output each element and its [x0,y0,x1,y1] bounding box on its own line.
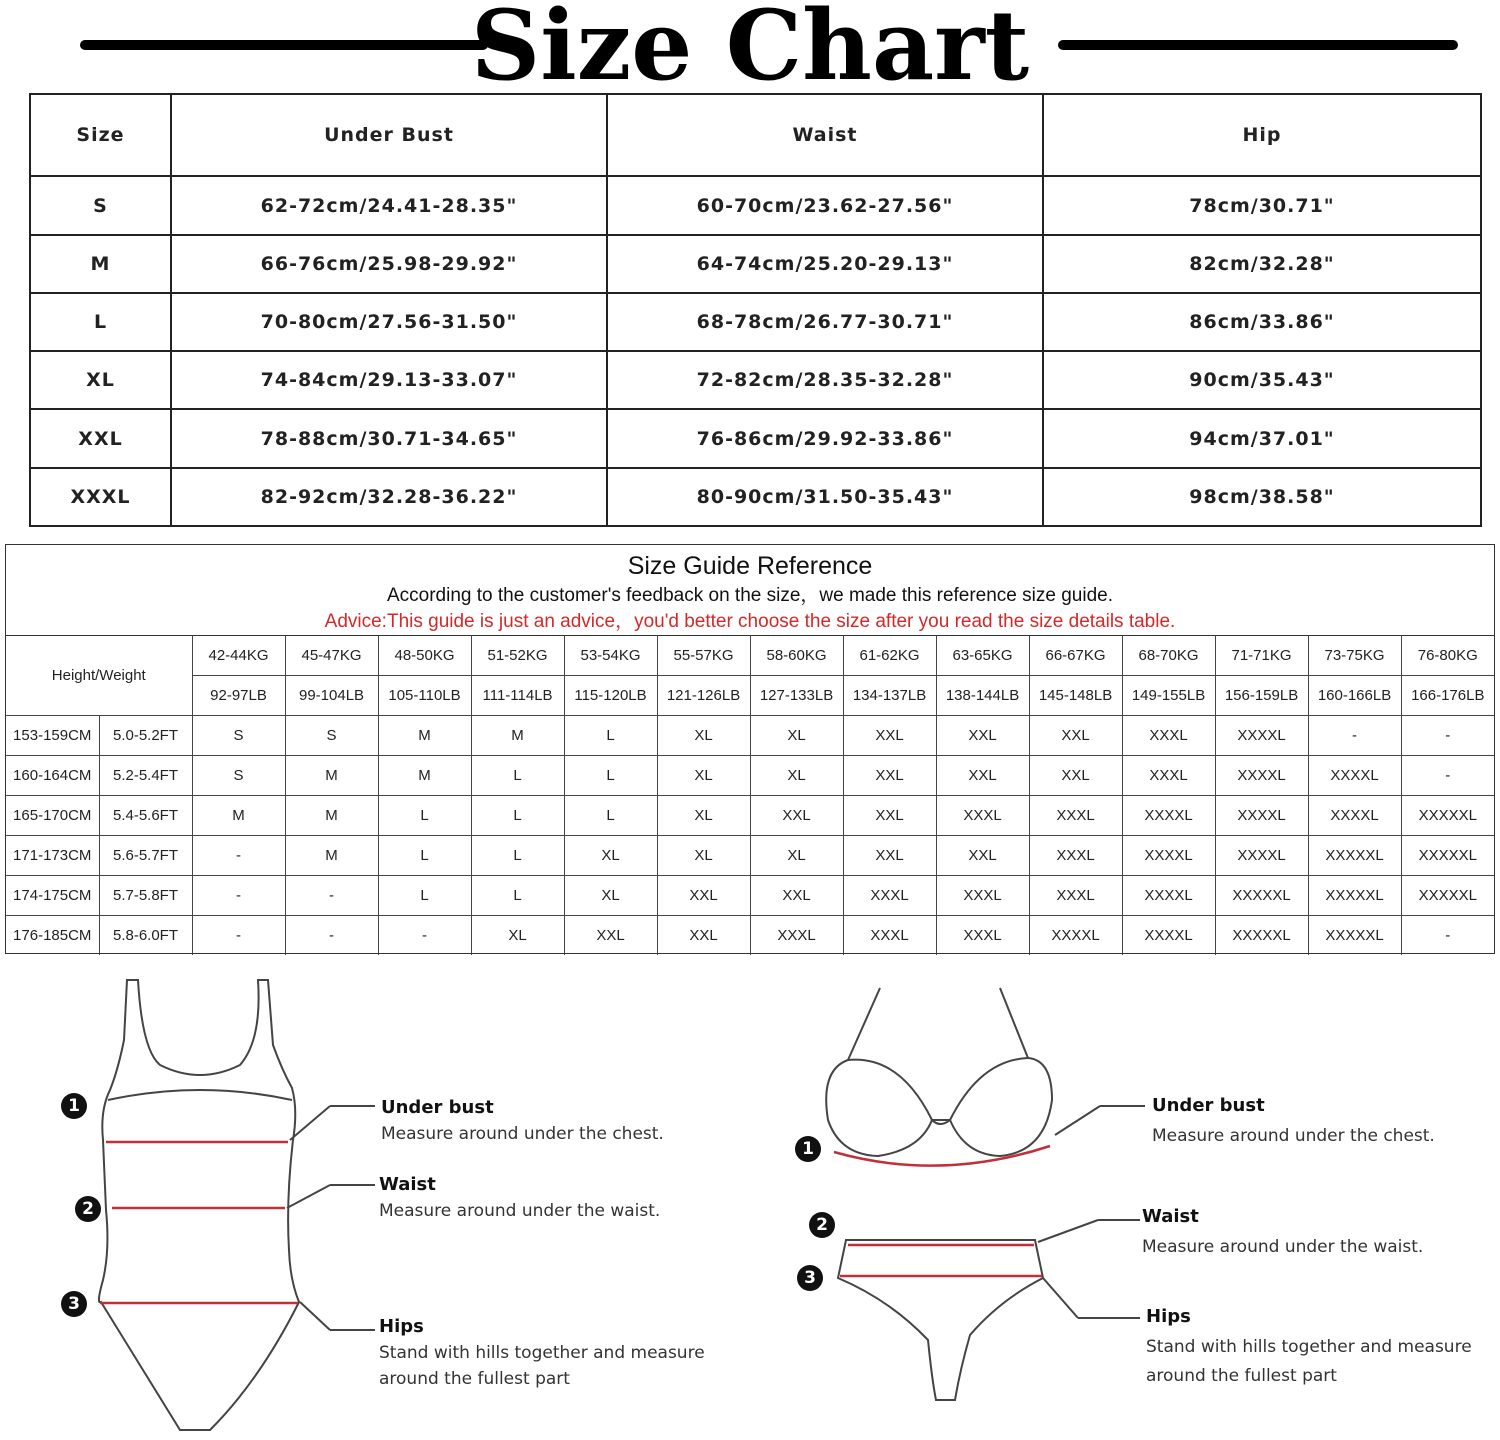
waist-cell: 80-90cm/31.50-35.43" [607,468,1043,526]
guide-weight-kg-row [6,636,1494,676]
size-cell: XXL [843,716,936,756]
weight-kg-header: 58-60KG [750,636,843,676]
size-cell: XXXL [843,876,936,916]
size-cell: - [192,836,285,876]
size-cell: XXL [657,916,750,956]
size-cell: XXL [936,836,1029,876]
weight-kg-header: 53-54KG [564,636,657,676]
under-bust-cell: 82-92cm/32.28-36.22" [171,468,607,526]
size-cell: XXXXL [1122,876,1215,916]
table-row [6,756,1494,796]
size-cell: XXL [936,756,1029,796]
height-cm-cell: 171-173CM [6,836,99,876]
under-bust-cell: 62-72cm/24.41-28.35" [171,176,607,234]
height-ft-cell: 5.0-5.2FT [99,716,192,756]
table-row [30,293,1481,351]
size-cell: XXL [30,409,171,467]
hips-desc-line1: Stand with hills together and measure [379,1343,705,1363]
hip-cell: 90cm/35.43" [1043,351,1481,409]
weight-lb-header: 156-159LB [1215,676,1308,716]
bikini-bottom-outline [838,1240,1043,1400]
weight-lb-header: 127-133LB [750,676,843,716]
size-cell: XXXXL [1215,716,1308,756]
title-rule-right [1058,40,1458,50]
size-cell: L [471,796,564,836]
table-row [6,876,1494,916]
waist-title: Waist [379,1174,436,1195]
size-cell: XXXXXL [1215,876,1308,916]
title-banner [0,0,1500,102]
weight-kg-header: 66-67KG [1029,636,1122,676]
weight-lb-header: 138-144LB [936,676,1029,716]
height-cm-cell: 176-185CM [6,916,99,956]
height-cm-cell: 174-175CM [6,876,99,916]
size-cell: L [564,756,657,796]
size-cell: XL [564,836,657,876]
guide-weight-lb-row [6,676,1494,716]
size-cell: XL [564,876,657,916]
weight-lb-header: 121-126LB [657,676,750,716]
size-cell: XXXXL [1215,796,1308,836]
size-cell: XXL [1029,716,1122,756]
waist-cell: 68-78cm/26.77-30.71" [607,293,1043,351]
guide-table [6,636,1494,955]
under-bust-cell: 74-84cm/29.13-33.07" [171,351,607,409]
size-cell: XXL [936,716,1029,756]
size-cell: XXXL [843,916,936,956]
size-cell: M [378,756,471,796]
size-cell: XXXXXL [1308,916,1401,956]
number-1-icon: 1 [61,1093,87,1119]
table-row [6,796,1494,836]
weight-kg-header: 73-75KG [1308,636,1401,676]
size-cell: XXXL [1122,716,1215,756]
number-3-icon: 3 [61,1291,87,1317]
under-bust-cell: 70-80cm/27.56-31.50" [171,293,607,351]
size-cell: - [285,876,378,916]
size-cell: XXL [750,876,843,916]
size-cell: XXXL [750,916,843,956]
size-cell: XXXL [1122,756,1215,796]
size-cell: XXL [843,796,936,836]
size-cell: S [30,176,171,234]
number-2-icon: 2 [75,1196,101,1222]
size-guide [5,544,1495,954]
waist-cell: 64-74cm/25.20-29.13" [607,235,1043,293]
size-cell: M [285,796,378,836]
size-cell: XXXL [936,876,1029,916]
size-cell: - [192,876,285,916]
size-cell: XL [30,351,171,409]
under-bust-title: Under bust [381,1097,494,1118]
size-cell: M [285,756,378,796]
weight-lb-header: 149-155LB [1122,676,1215,716]
size-cell: M [30,235,171,293]
size-cell: - [378,916,471,956]
weight-lb-header: 160-166LB [1308,676,1401,716]
size-cell: XL [657,716,750,756]
table-row [6,916,1494,956]
size-cell: XXXL [30,468,171,526]
size-cell: XXXXL [1308,756,1401,796]
size-cell: XXXXXL [1215,916,1308,956]
guide-advice: Advice:This guide is just an advice，you'd better choose the size after you read the size details table. [324,611,1176,632]
waist-cell: 76-86cm/29.92-33.86" [607,409,1043,467]
table-row [30,176,1481,234]
bikini-under-bust-title: Under bust [1152,1095,1265,1116]
header-hip: Hip [1043,94,1481,176]
size-cell: L [471,876,564,916]
under-bust-cell: 78-88cm/30.71-34.65" [171,409,607,467]
weight-kg-header: 45-47KG [285,636,378,676]
table-row [6,836,1494,876]
size-cell: XL [657,836,750,876]
table-row [30,351,1481,409]
page-title: Size Chart [470,0,1030,102]
size-cell: XXL [843,836,936,876]
weight-lb-header: 166-176LB [1401,676,1494,716]
bikini-under-bust-desc: Measure around under the chest. [1152,1126,1435,1146]
height-cm-cell: 160-164CM [6,756,99,796]
size-cell: S [192,716,285,756]
size-cell: XL [750,836,843,876]
weight-kg-header: 55-57KG [657,636,750,676]
size-cell: XXL [843,756,936,796]
bikini-hips-desc-line1: Stand with hills together and measure [1146,1337,1472,1357]
size-cell: XXXXL [1215,756,1308,796]
size-cell: XXL [1029,756,1122,796]
bikini-top-outline [826,988,1052,1156]
size-cell: XXXL [1029,796,1122,836]
weight-kg-header: 71-71KG [1215,636,1308,676]
size-cell: L [30,293,171,351]
size-cell: L [378,796,471,836]
size-cell: XXXXL [1122,836,1215,876]
hip-cell: 82cm/32.28" [1043,235,1481,293]
size-cell: L [378,836,471,876]
hip-cell: 86cm/33.86" [1043,293,1481,351]
bikini-waist-title: Waist [1142,1206,1199,1227]
size-cell: XXL [750,796,843,836]
size-cell: L [471,836,564,876]
waist-desc: Measure around under the waist. [379,1201,661,1221]
weight-lb-header: 145-148LB [1029,676,1122,716]
size-cell: M [378,716,471,756]
size-cell: XXXXL [1215,836,1308,876]
height-ft-cell: 5.8-6.0FT [99,916,192,956]
size-cell: - [192,916,285,956]
header-waist: Waist [607,94,1043,176]
size-cell: XL [750,756,843,796]
weight-kg-header: 68-70KG [1122,636,1215,676]
guide-corner-label: Height/Weight [6,636,192,716]
weight-lb-header: 99-104LB [285,676,378,716]
hip-cell: 94cm/37.01" [1043,409,1481,467]
size-cell: XXXXXL [1401,836,1494,876]
size-cell: XXXXL [1308,796,1401,836]
weight-kg-header: 42-44KG [192,636,285,676]
size-cell: - [1401,716,1494,756]
table-row [30,468,1481,526]
size-cell: XXXL [936,796,1029,836]
size-cell: XXXXL [1029,916,1122,956]
size-cell: XXXXL [1122,796,1215,836]
height-cm-cell: 153-159CM [6,716,99,756]
table-row [30,409,1481,467]
weight-kg-header: 51-52KG [471,636,564,676]
hips-title: Hips [379,1316,424,1337]
size-cell: S [285,716,378,756]
waist-cell: 72-82cm/28.35-32.28" [607,351,1043,409]
size-cell: - [1401,756,1494,796]
hip-cell: 98cm/38.58" [1043,468,1481,526]
weight-lb-header: 111-114LB [471,676,564,716]
size-cell: M [285,836,378,876]
bikini-hips-title: Hips [1146,1306,1191,1327]
under-bust-cell: 66-76cm/25.98-29.92" [171,235,607,293]
size-cell: XL [471,916,564,956]
guide-subtitle: According to the customer's feedback on the size，we made this reference size guide. [386,585,1113,606]
weight-kg-header: 76-80KG [1401,636,1494,676]
size-cell: XXL [657,876,750,916]
size-cell: XL [750,716,843,756]
size-cell: XL [657,756,750,796]
hip-cell: 78cm/30.71" [1043,176,1481,234]
size-cell: - [1308,716,1401,756]
size-cell: XXXXXL [1401,796,1494,836]
bikini-under-bust-line [834,1146,1050,1166]
under-bust-desc: Measure around under the chest. [381,1124,664,1144]
size-cell: L [471,756,564,796]
size-cell: XXXXXL [1401,876,1494,916]
bikini-figure [760,960,1500,1440]
size-cell: M [192,796,285,836]
header-under-bust: Under Bust [171,94,607,176]
size-cell: XXXXL [1122,916,1215,956]
size-cell: XXXXXL [1308,876,1401,916]
bikini-number-3-icon: 3 [797,1265,823,1291]
height-cm-cell: 165-170CM [6,796,99,836]
weight-lb-header: 134-137LB [843,676,936,716]
size-cell: XXXL [936,916,1029,956]
size-cell: L [564,716,657,756]
size-cell: L [378,876,471,916]
bikini-hips-desc-line2: around the fullest part [1146,1366,1337,1386]
size-cell: - [1401,916,1494,956]
height-ft-cell: 5.7-5.8FT [99,876,192,916]
size-cell: XL [657,796,750,836]
height-ft-cell: 5.6-5.7FT [99,836,192,876]
size-cell: L [564,796,657,836]
height-ft-cell: 5.4-5.6FT [99,796,192,836]
size-cell: XXXL [1029,836,1122,876]
size-table-header [30,94,1481,176]
hips-desc-line2: around the fullest part [379,1369,570,1389]
size-table [29,93,1482,527]
guide-header [6,545,1494,636]
size-cell: XXXL [1029,876,1122,916]
weight-kg-header: 63-65KG [936,636,1029,676]
waist-cell: 60-70cm/23.62-27.56" [607,176,1043,234]
table-row [30,235,1481,293]
size-cell: XXL [564,916,657,956]
weight-lb-header: 92-97LB [192,676,285,716]
bikini-number-1-icon: 1 [795,1136,821,1162]
weight-kg-header: 48-50KG [378,636,471,676]
weight-lb-header: 115-120LB [564,676,657,716]
size-cell: - [285,916,378,956]
table-row [6,716,1494,756]
size-cell: XXXXXL [1308,836,1401,876]
size-cell: M [471,716,564,756]
bikini-number-2-icon: 2 [809,1212,835,1238]
size-cell: S [192,756,285,796]
weight-lb-header: 105-110LB [378,676,471,716]
bikini-waist-desc: Measure around under the waist. [1142,1237,1424,1257]
height-ft-cell: 5.2-5.4FT [99,756,192,796]
weight-kg-header: 61-62KG [843,636,936,676]
guide-title: Size Guide Reference [627,552,873,580]
swimsuit-outline [99,980,299,1430]
header-size: Size [30,94,171,176]
